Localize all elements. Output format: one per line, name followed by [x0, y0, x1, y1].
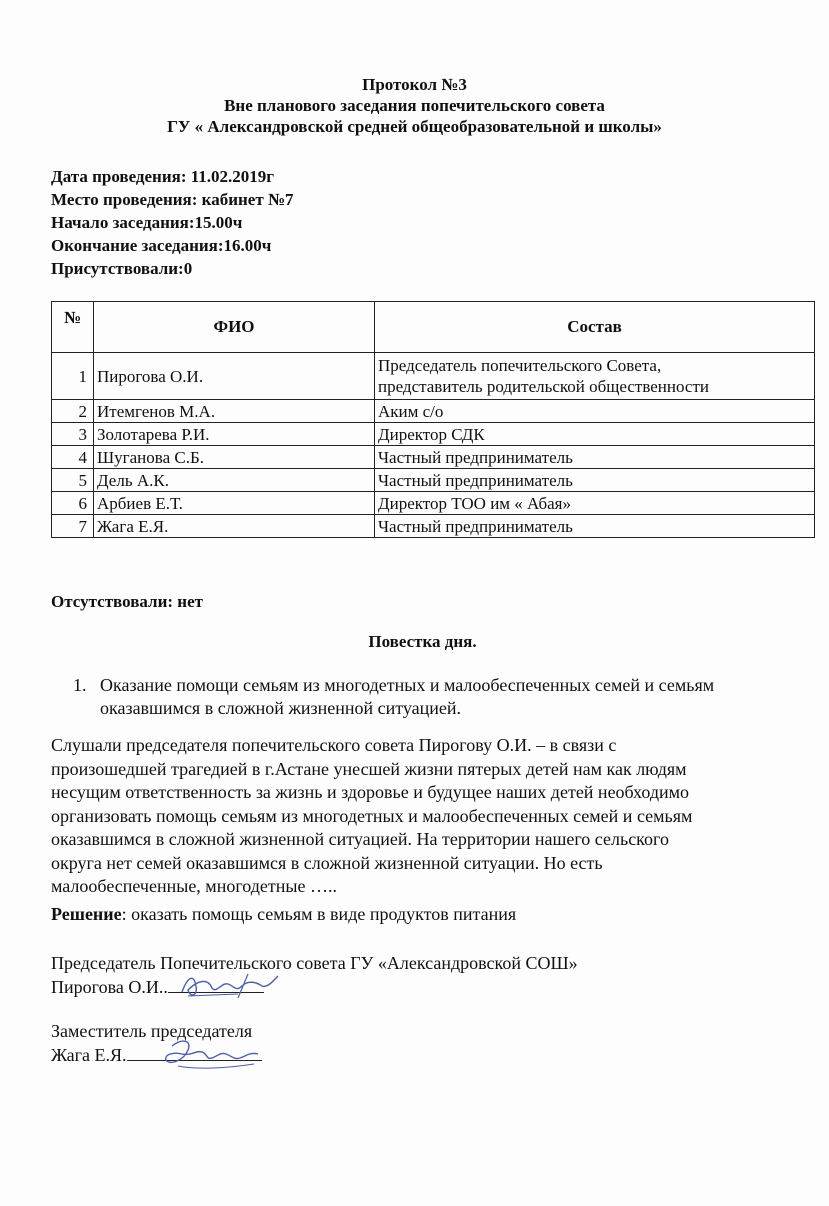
table-row — [52, 423, 815, 446]
header-number: № — [52, 302, 94, 353]
row-role — [375, 353, 815, 400]
protocol-title-block — [0, 74, 829, 137]
hearing-line: несущим ответственность за жизнь и здоровье и будущее наших детей необходимо — [51, 782, 690, 802]
chair-signature-block — [51, 951, 578, 999]
row-role-line: Председатель попечительского Совета, — [378, 356, 662, 375]
decision-line — [51, 904, 516, 925]
row-name: Пирогова О.И. — [94, 353, 375, 400]
meeting-end: Окончание заседания:16.00ч — [51, 236, 272, 255]
decision-text: : оказать помощь семьям в виде продуктов питания — [121, 904, 517, 924]
protocol-subtitle: Вне планового заседания попечительского совета — [224, 96, 605, 115]
meeting-present: Присутствовали:0 — [51, 259, 193, 278]
row-name: Итемгенов М.А. — [94, 400, 375, 423]
agenda-item — [100, 674, 808, 720]
agenda-item-line: оказавшимся в сложной жизненной ситуацией. — [100, 698, 462, 718]
hearing-line: организовать помощь семьям из многодетных и малообеспеченных семей и семьям — [51, 805, 693, 826]
agenda-list — [73, 674, 808, 720]
agenda-item-line: Оказание помощи семьям из многодетных и малообеспеченных семей и семьям — [100, 675, 715, 695]
meeting-place: Место проведения: кабинет №7 — [51, 190, 294, 209]
row-number: 1 — [52, 353, 94, 400]
hearing-line: произошедшей трагедией в г.Астане унесшей жизни пятерых детей нам как людям — [51, 758, 687, 779]
hearing-line: оказавшимся в сложной жизненной ситуацией. На территории нашего сельского — [51, 829, 669, 849]
row-number: 6 — [52, 492, 94, 515]
deputy-name-line — [51, 1043, 262, 1067]
agenda-item-marker: 1. — [73, 675, 87, 695]
row-name: Арбиев Е.Т. — [94, 492, 375, 515]
meeting-start: Начало заседания:15.00ч — [51, 213, 243, 232]
row-role: Директор ТОО им « Абая» — [375, 492, 815, 515]
row-role: Аким с/о — [375, 400, 815, 423]
table-row — [52, 353, 815, 400]
table-row — [52, 492, 815, 515]
row-number: 5 — [52, 469, 94, 492]
hearing-line: округа нет семей оказавшимся в сложной жизненной ситуации. Но есть — [51, 852, 603, 873]
header-fio: ФИО — [94, 302, 375, 353]
row-number: 2 — [52, 400, 94, 423]
decision-label: Решение — [51, 904, 122, 924]
row-name: Жага Е.Я. — [94, 515, 375, 538]
deputy-name: Жага Е.Я. — [51, 1045, 127, 1065]
protocol-number: Протокол №3 — [362, 75, 467, 94]
school-name: ГУ « Александровской средней общеобразовательной и школы» — [167, 117, 662, 136]
meeting-date: Дата проведения: 11.02.2019г — [51, 167, 275, 186]
members-table — [51, 301, 815, 538]
row-number: 4 — [52, 446, 94, 469]
row-name: Золотарева Р.И. — [94, 423, 375, 446]
header-role: Состав — [375, 302, 815, 353]
hearing-line: Слушали председателя попечительского совета Пирогову О.И. – в связи с — [51, 735, 617, 755]
row-role: Частный предприниматель — [375, 515, 815, 538]
row-role: Частный предприниматель — [375, 469, 815, 492]
table-header-row — [52, 302, 815, 353]
table-row — [52, 446, 815, 469]
hearing-text — [51, 734, 806, 899]
row-name: Дель А.К. — [94, 469, 375, 492]
row-number: 3 — [52, 423, 94, 446]
row-role-line: представитель родительской общественности — [378, 377, 709, 396]
table-row — [52, 469, 815, 492]
chair-signature-line — [168, 976, 264, 993]
chair-name: Пирогова О.И.. — [51, 977, 168, 997]
row-role: Частный предприниматель — [375, 446, 815, 469]
chair-name-line — [51, 975, 578, 999]
row-number: 7 — [52, 515, 94, 538]
agenda-title: Повестка дня. — [368, 632, 477, 651]
deputy-title: Заместитель председателя — [51, 1021, 253, 1041]
chair-title: Председатель Попечительского совета ГУ «Александровской СОШ» — [51, 953, 578, 973]
table-row — [52, 400, 815, 423]
meeting-info — [51, 165, 294, 280]
absent-line: Отсутствовали: нет — [51, 592, 203, 611]
row-role: Директор СДК — [375, 423, 815, 446]
hearing-line: малообеспеченные, многодетные ….. — [51, 876, 337, 896]
deputy-signature-block — [51, 1019, 262, 1067]
row-name: Шуганова С.Б. — [94, 446, 375, 469]
table-row — [52, 515, 815, 538]
deputy-signature-line — [127, 1044, 262, 1061]
